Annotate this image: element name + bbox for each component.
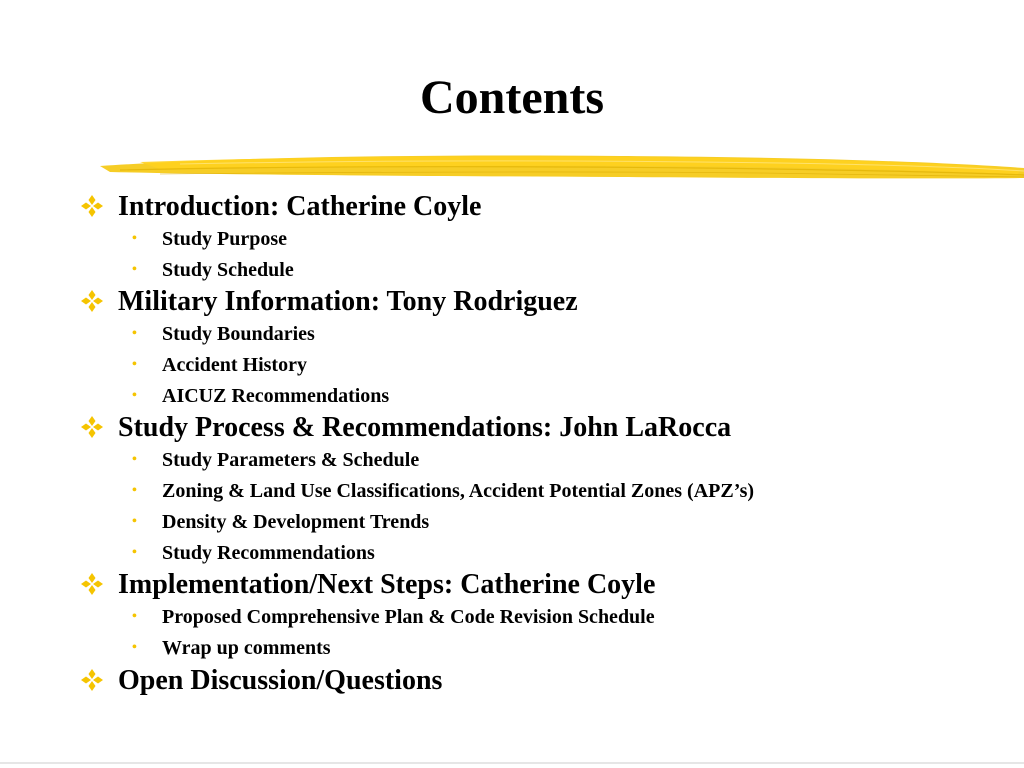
list-item-text: Study Purpose <box>162 228 288 250</box>
section-heading <box>80 664 1010 698</box>
list-item-text: Density & Development Trends <box>162 510 430 533</box>
dot-bullet-icon: • <box>132 261 137 277</box>
list-item-text: Zoning & Land Use Classifications, Accident Potential Zones (APZ’s) <box>162 480 755 503</box>
list-item-text: Study Boundaries <box>162 323 315 346</box>
section-heading-text: Open Discussion/Questions <box>118 664 443 696</box>
list-item <box>80 476 1010 507</box>
list-item <box>80 507 1010 538</box>
dot-bullet-icon: • <box>132 231 137 246</box>
slide-title: Contents <box>419 71 604 124</box>
list-item <box>80 224 1010 255</box>
list-item-text: Study Schedule <box>162 258 294 281</box>
list-item <box>80 350 1010 381</box>
dot-bullet-icon: • <box>132 387 137 403</box>
dot-bullet-icon: • <box>132 609 137 625</box>
four-diamond-bullet-icon <box>80 572 104 596</box>
list-item <box>80 445 1010 476</box>
section-heading-text: Implementation/Next Steps: Catherine Coyle <box>118 569 656 601</box>
dot-bullet-icon: • <box>132 544 137 560</box>
footer-divider <box>0 762 1024 764</box>
list-item-text: Study Parameters & Schedule <box>162 449 420 472</box>
list-item-text: Study Recommendations <box>162 541 375 564</box>
list-item <box>80 319 1010 350</box>
list-item-text: Accident History <box>162 354 307 377</box>
section-heading-text: Military Information: Tony Rodriguez <box>118 286 578 318</box>
section-heading <box>80 285 1010 319</box>
four-diamond-bullet-icon <box>80 415 104 439</box>
list-item-text: Proposed Comprehensive Plan & Code Revision Schedule <box>162 606 655 629</box>
section-heading-text: Introduction: Catherine Coyle <box>118 191 482 222</box>
list-item-text: Wrap up comments <box>162 636 331 659</box>
four-diamond-bullet-icon <box>80 668 104 692</box>
four-diamond-bullet-icon <box>80 194 104 218</box>
list-item <box>80 255 1010 286</box>
dot-bullet-icon: • <box>132 513 137 529</box>
list-item <box>80 633 1010 664</box>
section-heading <box>80 568 1010 602</box>
section-heading <box>80 411 1010 445</box>
contents-list <box>80 190 1010 698</box>
dot-bullet-icon: • <box>132 452 137 468</box>
dot-bullet-icon: • <box>132 639 137 655</box>
section-heading-text: Study Process & Recommendations: John LaRocca <box>118 412 732 444</box>
brush-stroke-divider <box>100 148 1024 188</box>
dot-bullet-icon: • <box>132 326 137 342</box>
section-heading <box>80 190 1010 224</box>
list-item-text: AICUZ Recommendations <box>162 384 390 407</box>
list-item <box>80 538 1010 569</box>
list-item <box>80 602 1010 633</box>
list-item <box>80 381 1010 412</box>
four-diamond-bullet-icon <box>80 289 104 313</box>
dot-bullet-icon: • <box>132 483 137 499</box>
dot-bullet-icon: • <box>132 357 137 373</box>
